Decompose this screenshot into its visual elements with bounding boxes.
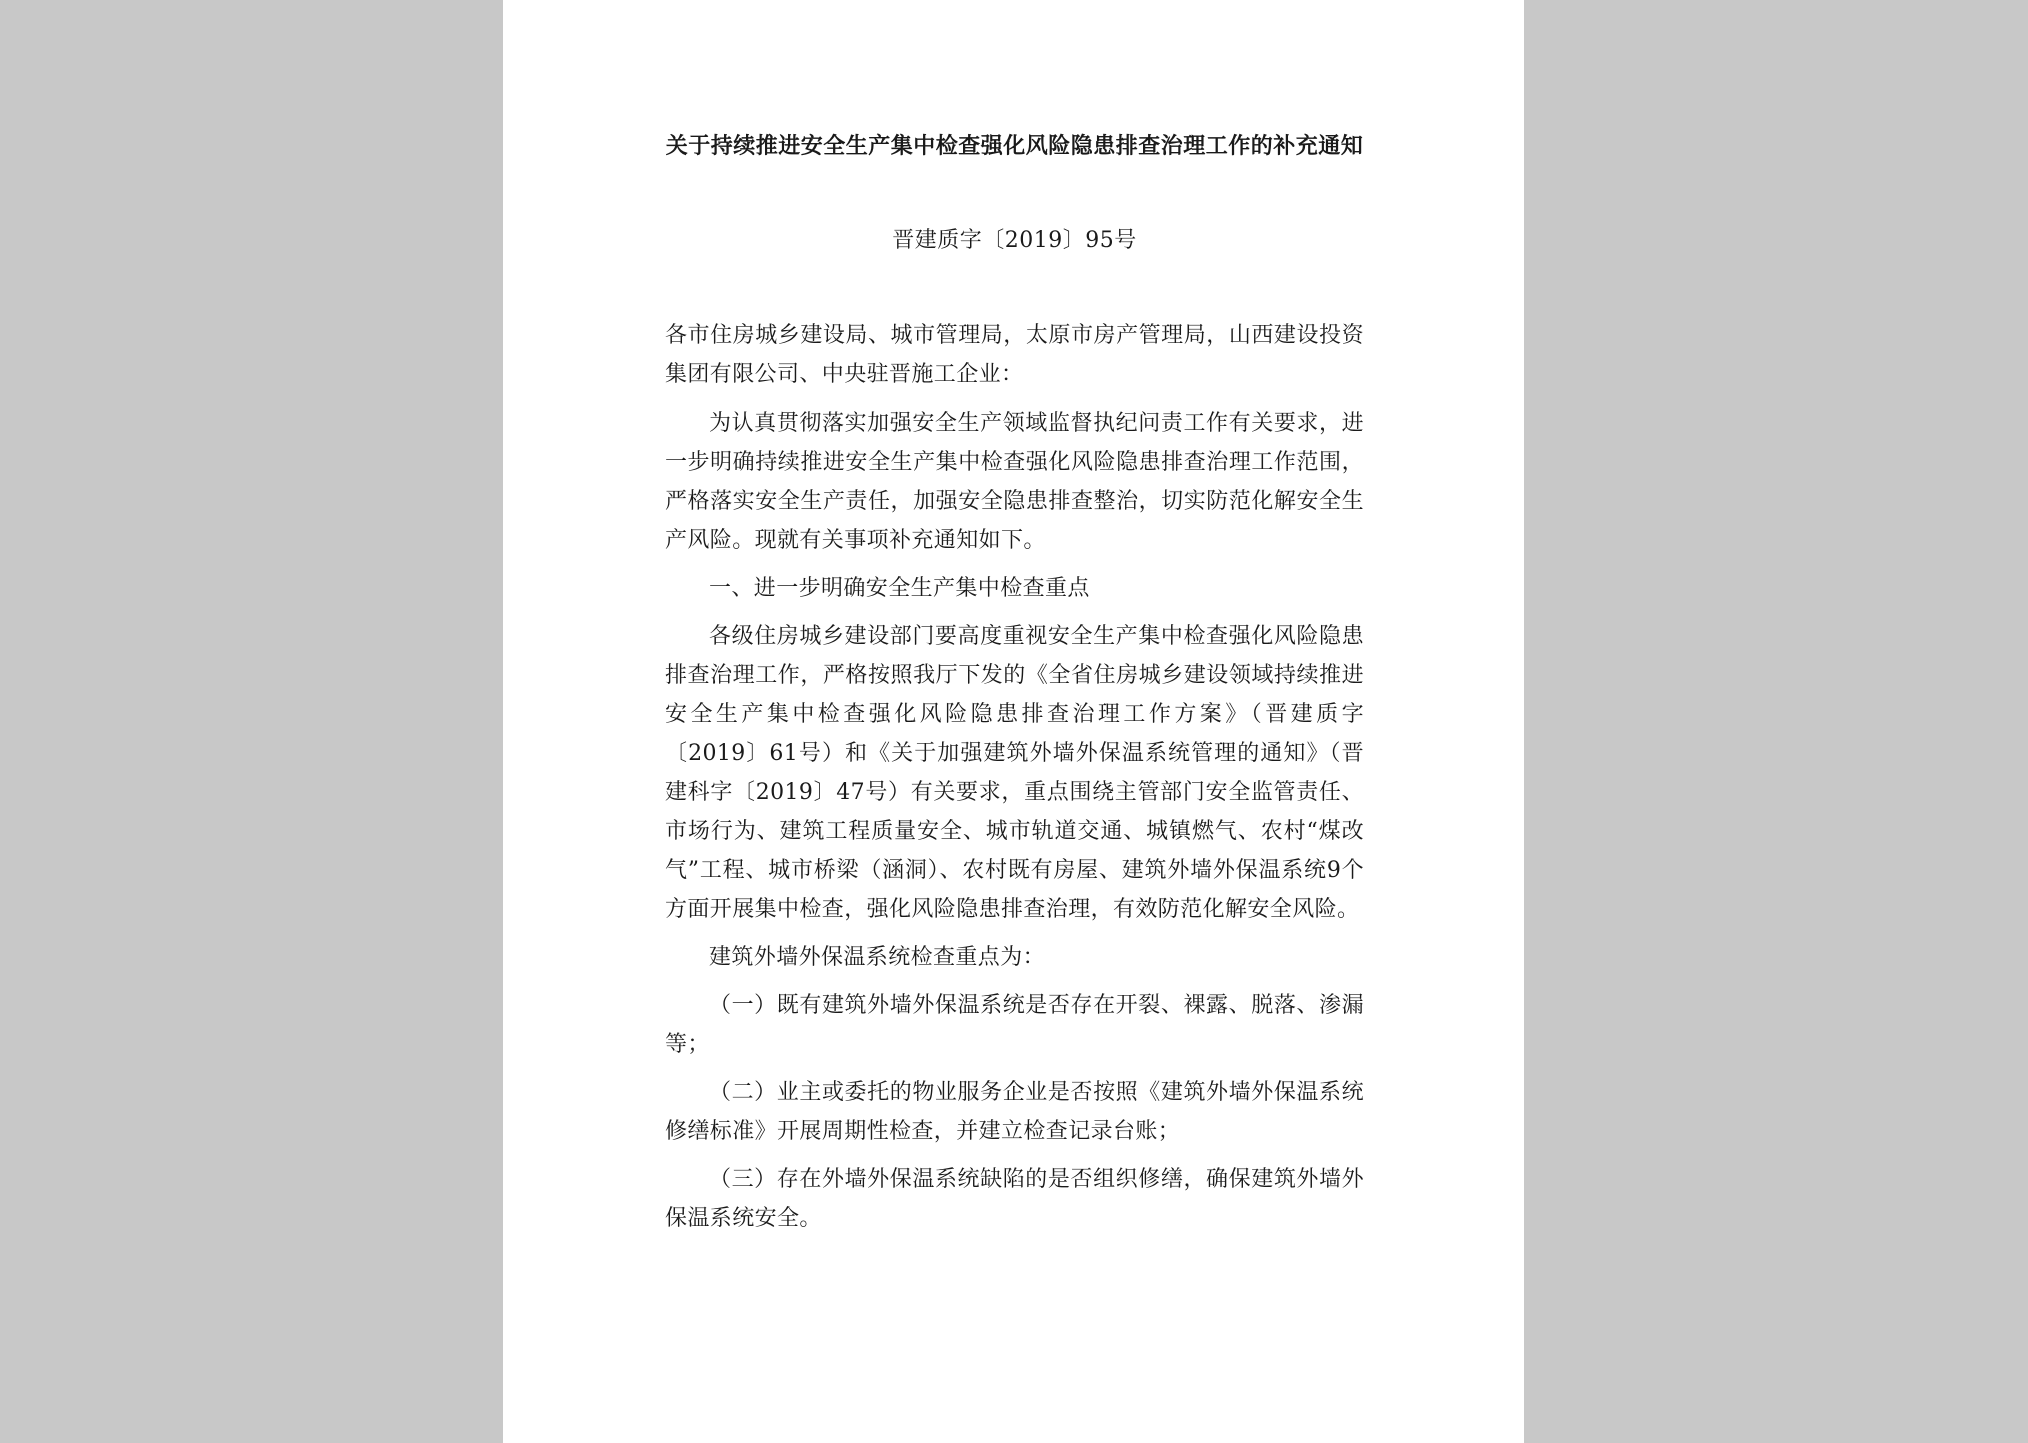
- document-title: 关于持续推进安全生产集中检查强化风险隐患排查治理工作的补充通知: [665, 134, 1364, 159]
- paragraph-section-1: 各级住房城乡建设部门要高度重视安全生产集中检查强化风险隐患排查治理工作，严格按照我厅下发的《全省住房城乡建设领域持续推进安全生产集中检查强化风险隐患排查治理工作方案》（晋建质字〔2019〕61号）和《关于加强建筑外墙外保温系统管理的通知》（晋建科字〔2019〕47号）有关要求，重点围绕主管部门安全监管责任、市场行为、建筑工程质量安全、城市轨道交通、城镇燃气、农村“煤改气”工程、城市桥梁（涵洞）、农村既有房屋、建筑外墙外保温系统9个方面开展集中检查，强化风险隐患排查治理，有效防范化解安全风险。: [665, 624, 1364, 922]
- paragraph-insulation-heading: 建筑外墙外保温系统检查重点为：: [709, 945, 1046, 970]
- paragraph-intro: 为认真贯彻落实加强安全生产领域监督执纪问责工作有关要求，进一步明确持续推进安全生产集中检查强化风险隐患排查治理工作范围，严格落实安全生产责任，加强安全隐患排查整治，切实防范化解安全生产风险。现就有关事项补充通知如下。: [665, 411, 1364, 553]
- list-item-1: （一）既有建筑外墙外保温系统是否存在开裂、裸露、脱落、渗漏等；: [665, 993, 1364, 1057]
- list-item-3: （三）存在外墙外保温系统缺陷的是否组织修缮，确保建筑外墙外保温系统安全。: [665, 1167, 1364, 1231]
- document-number: 晋建质字〔2019〕95号: [892, 228, 1137, 253]
- list-item-2: （二）业主或委托的物业服务企业是否按照《建筑外墙外保温系统修缮标准》开展周期性检查，并建立检查记录台账；: [665, 1080, 1364, 1144]
- document-page: [503, 0, 1524, 1443]
- section-heading-1: 一、进一步明确安全生产集中检查重点: [709, 576, 1090, 601]
- recipient-line: 各市住房城乡建设局、城市管理局，太原市房产管理局，山西建设投资集团有限公司、中央驻晋施工企业：: [665, 323, 1364, 387]
